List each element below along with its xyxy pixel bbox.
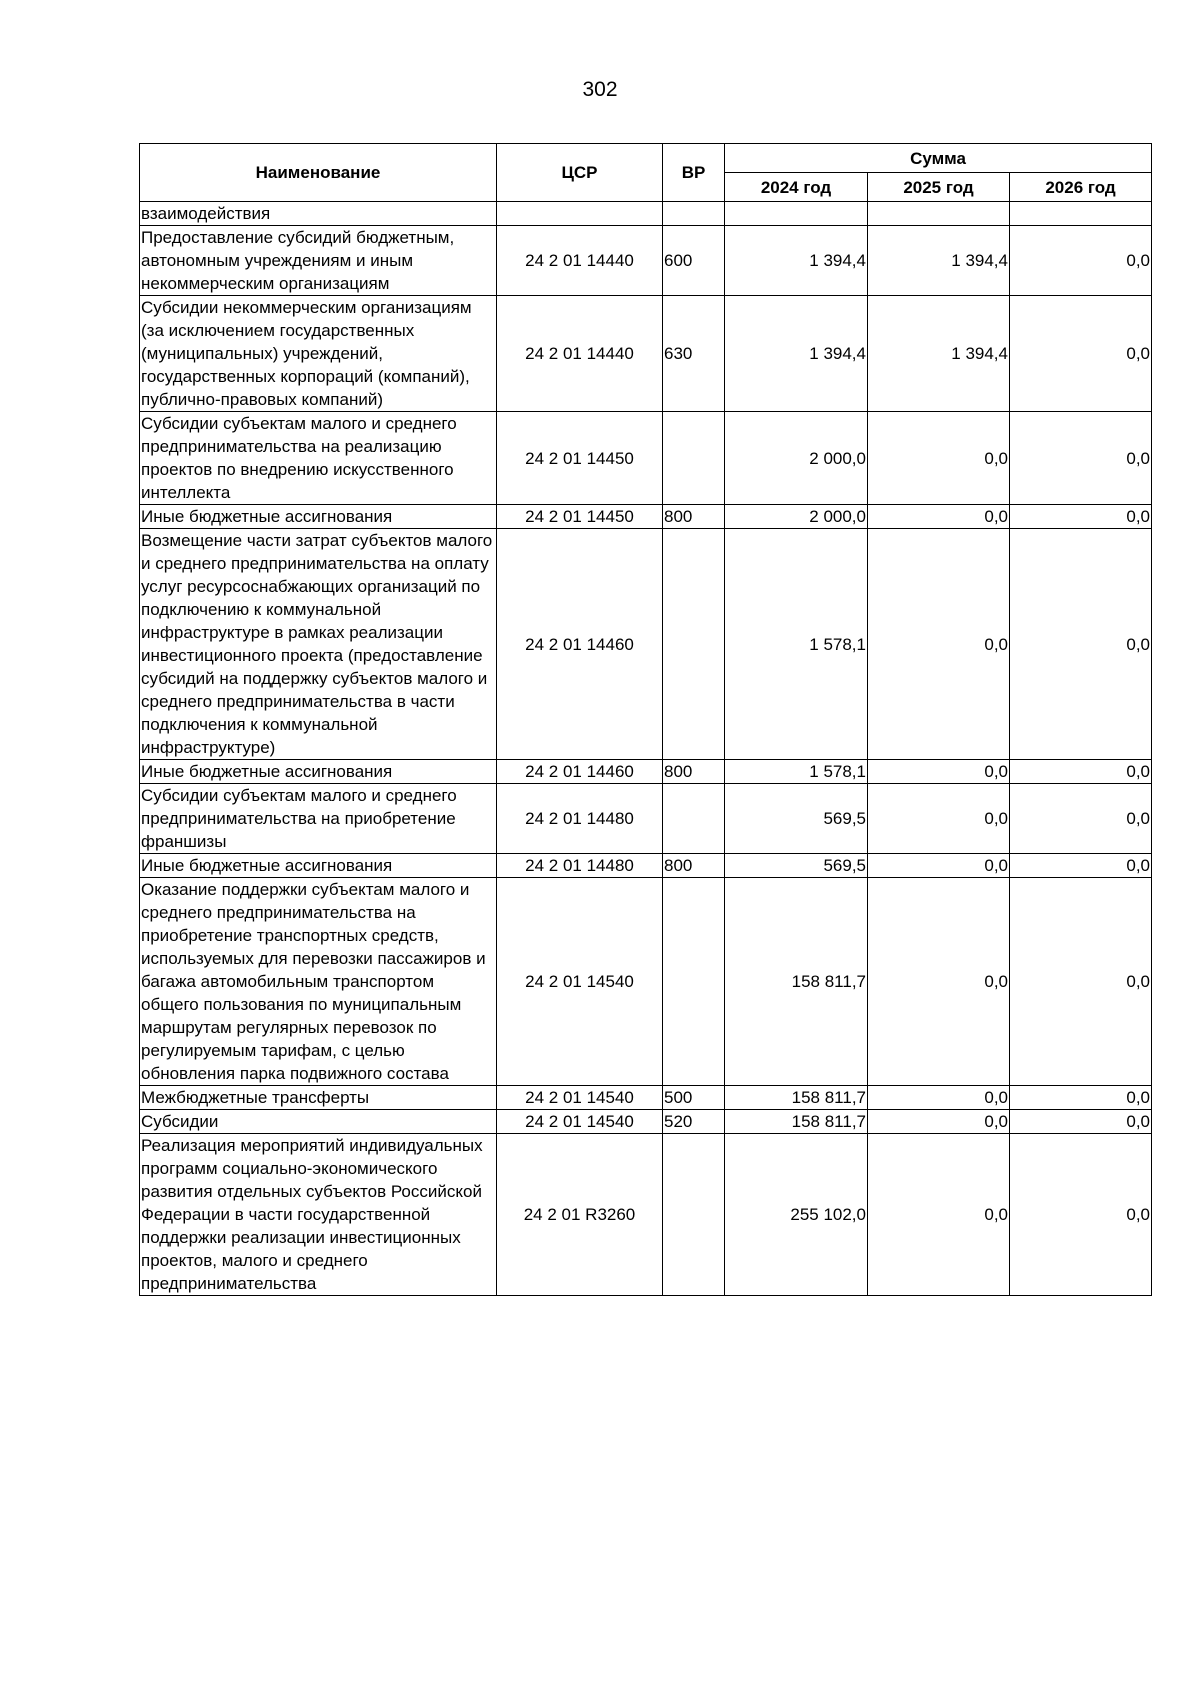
row-sum-2024: 1 394,4 [725,296,868,412]
row-sum-2025: 0,0 [868,1086,1010,1110]
row-sum-2025: 0,0 [868,878,1010,1086]
row-sum-2026: 0,0 [1010,412,1152,505]
table-row [140,878,1152,1086]
row-name: Субсидии некоммерческим организациям (за исключением государственных (муниципальных) учреждений, государственных корпораций (компаний), публично-правовых компаний) [140,296,497,412]
row-csr: 24 2 01 14480 [497,784,663,854]
row-name: Субсидии [140,1110,497,1134]
row-vr: 800 [663,854,725,878]
row-csr: 24 2 01 R3260 [497,1134,663,1296]
table-row [140,505,1152,529]
row-sum-2024: 2 000,0 [725,505,868,529]
row-csr: 24 2 01 14440 [497,226,663,296]
row-vr: 630 [663,296,725,412]
table-row [140,854,1152,878]
header-year-2026: 2026 год [1010,173,1152,202]
row-csr: 24 2 01 14440 [497,296,663,412]
table-row [140,1086,1152,1110]
row-name: взаимодействия [140,202,497,226]
row-csr [497,202,663,226]
row-sum-2025: 1 394,4 [868,296,1010,412]
row-sum-2026: 0,0 [1010,505,1152,529]
table-row [140,760,1152,784]
row-sum-2026 [1010,202,1152,226]
header-csr: ЦСР [497,144,663,202]
row-csr: 24 2 01 14450 [497,412,663,505]
row-sum-2024: 1 578,1 [725,529,868,760]
row-sum-2024: 158 811,7 [725,878,868,1086]
header-vr: ВР [663,144,725,202]
table-row [140,202,1152,226]
row-name: Иные бюджетные ассигнования [140,760,497,784]
row-sum-2025: 0,0 [868,505,1010,529]
row-sum-2024: 158 811,7 [725,1110,868,1134]
row-sum-2026: 0,0 [1010,1110,1152,1134]
row-sum-2026: 0,0 [1010,1134,1152,1296]
row-sum-2025: 0,0 [868,1134,1010,1296]
row-name: Возмещение части затрат субъектов малого и среднего предпринимательства на оплату услуг ресурсоснабжающих организаций по подключению к коммунальной инфраструктуре в рамках реализации инвестиционного проекта (предоставление субсидий на поддержку субъектов малого и среднего предпринимательства в части подключения к коммунальной инфраструктуре) [140,529,497,760]
header-name: Наименование [140,144,497,202]
row-csr: 24 2 01 14540 [497,878,663,1086]
table-row [140,784,1152,854]
row-sum-2025: 0,0 [868,784,1010,854]
row-vr [663,784,725,854]
row-name: Межбюджетные трансферты [140,1086,497,1110]
row-name: Субсидии субъектам малого и среднего предпринимательства на реализацию проектов по внедрению искусственного интеллекта [140,412,497,505]
row-sum-2024 [725,202,868,226]
row-sum-2024: 1 394,4 [725,226,868,296]
row-sum-2025: 0,0 [868,854,1010,878]
row-sum-2025: 0,0 [868,1110,1010,1134]
row-name: Оказание поддержки субъектам малого и среднего предпринимательства на приобретение транспортных средств, используемых для перевозки пассажиров и багажа автомобильным транспортом общего пользования по муниципальным маршрутам регулярных перевозок по регулируемым тарифам, с целью обновления парка подвижного состава [140,878,497,1086]
row-sum-2026: 0,0 [1010,878,1152,1086]
table-row [140,412,1152,505]
row-sum-2025: 1 394,4 [868,226,1010,296]
table-row [140,226,1152,296]
table-row [140,296,1152,412]
row-csr: 24 2 01 14540 [497,1086,663,1110]
row-sum-2024: 569,5 [725,784,868,854]
row-sum-2026: 0,0 [1010,784,1152,854]
row-vr [663,412,725,505]
row-vr [663,202,725,226]
row-vr: 520 [663,1110,725,1134]
row-csr: 24 2 01 14540 [497,1110,663,1134]
row-csr: 24 2 01 14460 [497,529,663,760]
row-name: Иные бюджетные ассигнования [140,505,497,529]
table-row [140,1110,1152,1134]
row-vr: 600 [663,226,725,296]
header-year-2025: 2025 год [868,173,1010,202]
table-row [140,529,1152,760]
budget-table [139,143,1152,1296]
row-sum-2026: 0,0 [1010,854,1152,878]
row-sum-2025: 0,0 [868,529,1010,760]
row-sum-2026: 0,0 [1010,226,1152,296]
row-vr [663,529,725,760]
row-csr: 24 2 01 14450 [497,505,663,529]
row-csr: 24 2 01 14480 [497,854,663,878]
row-name: Предоставление субсидий бюджетным, автономным учреждениям и иным некоммерческим организациям [140,226,497,296]
row-sum-2025: 0,0 [868,412,1010,505]
row-sum-2025: 0,0 [868,760,1010,784]
header-year-2024: 2024 год [725,173,868,202]
table-row [140,1134,1152,1296]
row-vr: 800 [663,505,725,529]
row-vr: 500 [663,1086,725,1110]
row-vr [663,1134,725,1296]
row-sum-2026: 0,0 [1010,760,1152,784]
row-csr: 24 2 01 14460 [497,760,663,784]
row-sum-2024: 2 000,0 [725,412,868,505]
row-sum-2024: 569,5 [725,854,868,878]
page-number: 302 [582,78,618,101]
row-name: Субсидии субъектам малого и среднего предпринимательства на приобретение франшизы [140,784,497,854]
header-sum: Сумма [725,144,1152,173]
row-sum-2026: 0,0 [1010,296,1152,412]
row-sum-2024: 255 102,0 [725,1134,868,1296]
row-sum-2024: 158 811,7 [725,1086,868,1110]
row-sum-2026: 0,0 [1010,1086,1152,1110]
row-name: Реализация мероприятий индивидуальных программ социально-экономического развития отдельных субъектов Российской Федерации в части государственной поддержки реализации инвестиционных проектов, малого и среднего предпринимательства [140,1134,497,1296]
row-sum-2024: 1 578,1 [725,760,868,784]
row-sum-2026: 0,0 [1010,529,1152,760]
row-vr: 800 [663,760,725,784]
row-vr [663,878,725,1086]
row-name: Иные бюджетные ассигнования [140,854,497,878]
row-sum-2025 [868,202,1010,226]
